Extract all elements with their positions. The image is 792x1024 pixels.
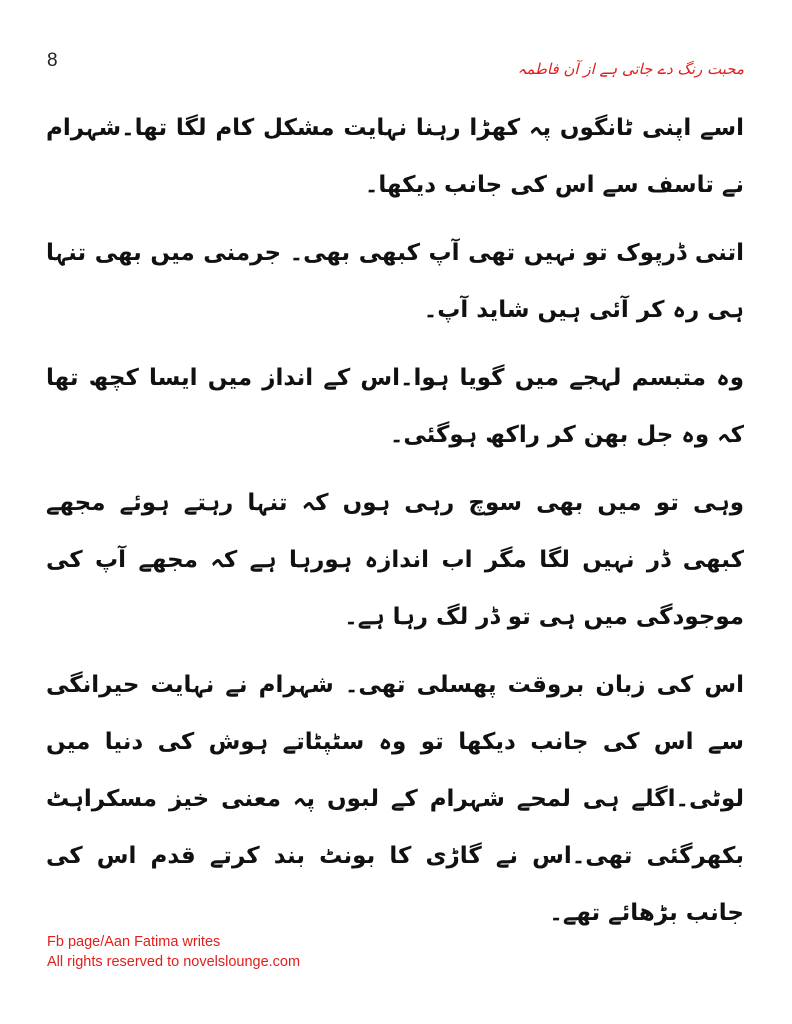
page-number: 8: [47, 50, 58, 71]
footer: [47, 932, 300, 972]
running-header-title: محبت رنگ دے جاتی ہے از آن فاطمہ: [517, 60, 744, 78]
paragraph-2: اتنی ڈرپوک تو نہیں تھی آپ کبھی بھی۔ جرمنی میں بھی تنہا ہی رہ کر آئی ہیں شاید آپ۔: [46, 240, 744, 323]
paragraph-4: وہی تو میں بھی سوچ رہی ہوں کہ تنہا رہتے ہوئے مجھے کبھی ڈر نہیں لگا مگر اب اندازہ ہورہا ہے کہ مجھے آپ کی موجودگی میں ہی تو ڈر لگ رہا ہے۔: [46, 490, 744, 630]
footer-copyright: All rights reserved to novelslounge.com: [47, 954, 301, 970]
footer-facebook-page: Fb page/Aan Fatima writes: [47, 934, 221, 950]
paragraph-1: اسے اپنی ٹانگوں پہ کھڑا رہنا نہایت مشکل کام لگا تھا۔شہرام نے تاسف سے اس کی جانب دیکھا۔: [46, 115, 744, 198]
paragraph-3: وہ متبسم لہجے میں گویا ہوا۔اس کے انداز میں ایسا کچھ تھا کہ وہ جل بھن کر راکھ ہوگئی۔: [46, 365, 744, 448]
body-text: [46, 100, 744, 953]
paragraph-5: اس کی زبان بروقت پھسلی تھی۔ شہرام نے نہایت حیرانگی سے اس کی جانب دیکھا تو وہ سٹپٹاتے ہوش کی دنیا میں لوٹی۔اگلے ہی لمحے شہرام کے لبوں پہ معنی خیز مسکراہٹ بکھرگئی تھی۔اس نے گاڑی کا بونٹ بند کرتے قدم اس کی جانب بڑھائے تھے۔: [46, 672, 744, 926]
